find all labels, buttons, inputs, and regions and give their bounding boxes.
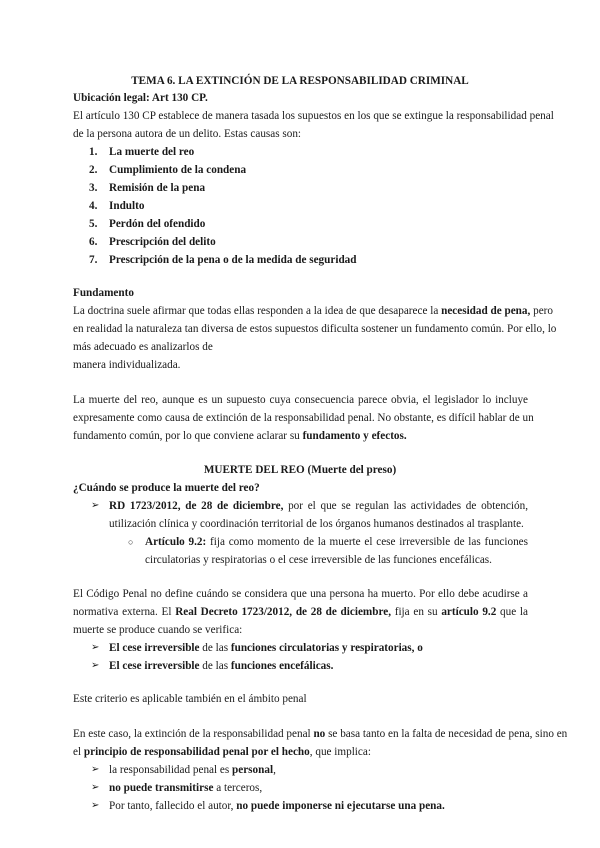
codigo-line-2: normativa externa. El Real Decreto 1723/2012, de 28 de diciembre, fija en su artículo 9.2 que la: [73, 606, 528, 618]
fundamento-line-1: La doctrina suele afirmar que todas ellas responden a la idea de que desaparece la necesidad de pena, pero: [73, 305, 553, 317]
implication-item: no puede transmitirse a terceros,: [109, 782, 263, 794]
intro-line-2: de la persona autora de un delito. Estas causas son:: [73, 128, 302, 140]
muerte-line-3: fundamento común, por lo que conviene aclarar su fundamento y efectos.: [73, 430, 407, 442]
criterion-item: El cese irreversible de las funciones encefálicas.: [109, 660, 334, 672]
en-este-caso-line-2: el principio de responsabilidad penal por el hecho, que implica:: [73, 746, 371, 758]
list-number: 6.: [89, 236, 98, 248]
list-number: 3.: [89, 182, 98, 194]
fundamento-line-2: en realidad la naturaleza tan diversa de estos supuestos dificulta sostener un fundamento común. Por ello, lo: [73, 323, 557, 335]
list-number: 5.: [89, 218, 98, 230]
arrow-bullet-icon: ➢: [91, 764, 100, 775]
list-number: 1.: [89, 146, 98, 158]
list-item: Perdón del ofendido: [109, 218, 206, 230]
ubicacion-heading: Ubicación legal: Art 130 CP.: [73, 92, 208, 104]
list-item: Prescripción de la pena o de la medida de seguridad: [109, 254, 357, 266]
list-item: Prescripción del delito: [109, 236, 216, 248]
fundamento-heading: Fundamento: [73, 287, 134, 299]
articulo-line-1: Artículo 9.2: fija como momento de la muerte el cese irreversible de las funciones: [145, 536, 528, 548]
list-item: Remisión de la pena: [109, 182, 206, 194]
intro-line-1: El artículo 130 CP establece de manera tasada los supuestos en los que se extingue la responsabilidad penal: [73, 110, 554, 122]
arrow-bullet-icon: ➢: [91, 660, 100, 671]
implication-item: Por tanto, fallecido el autor, no puede imponerse ni ejecutarse una pena.: [109, 800, 445, 812]
rd-line-2: utilización clínica y coordinación territorial de los órganos humanos destinados al trasplante.: [109, 518, 524, 530]
en-este-caso-line-1: En este caso, la extinción de la responsabilidad penal no se basa tanto en la falta de necesidad de pena, sino en: [73, 728, 568, 740]
criterion-item: El cese irreversible de las funciones circulatorias y respiratorias, o: [109, 642, 423, 654]
criterio-penal-text: Este criterio es aplicable también en el ámbito penal: [73, 693, 307, 705]
codigo-line-1: El Código Penal no define cuándo se considera que una persona ha muerto. Por ello debe acudirse a: [73, 588, 528, 600]
list-number: 2.: [89, 164, 98, 176]
list-number: 4.: [89, 200, 98, 212]
rd-line-1: RD 1723/2012, de 28 de diciembre, por el que se regulan las actividades de obtención,: [109, 500, 528, 512]
articulo-line-2: circulatorias y respiratorias o el cese irreversible de las funciones encefálicas.: [145, 554, 492, 566]
list-number: 7.: [89, 254, 98, 266]
section-heading: MUERTE DEL REO (Muerte del preso): [203, 464, 397, 476]
muerte-line-1: La muerte del reo, aunque es un supuesto cuya consecuencia parece obvia, el legislador lo incluye: [73, 394, 528, 406]
list-item: La muerte del reo: [109, 146, 195, 158]
muerte-line-2: expresamente como causa de extinción de la responsabilidad penal. No obstante, es difícil hablar de un: [73, 412, 534, 424]
circle-bullet-icon: ○: [128, 537, 134, 547]
arrow-bullet-icon: ➢: [91, 800, 100, 811]
fundamento-line-4: manera individualizada.: [73, 359, 181, 371]
fundamento-line-3: más adecuado es analizarlos de: [73, 341, 213, 353]
codigo-line-3: muerte se produce cuando se verifica:: [73, 624, 243, 636]
implication-item: la responsabilidad penal es personal,: [109, 764, 276, 776]
question-heading: ¿Cuándo se produce la muerte del reo?: [73, 482, 260, 494]
arrow-bullet-icon: ➢: [91, 642, 100, 653]
arrow-bullet-icon: ➢: [91, 500, 100, 511]
list-item: Indulto: [109, 200, 145, 212]
list-item: Cumplimiento de la condena: [109, 164, 247, 176]
page-title: TEMA 6. LA EXTINCIÓN DE LA RESPONSABILIDAD CRIMINAL: [131, 75, 469, 87]
arrow-bullet-icon: ➢: [91, 782, 100, 793]
